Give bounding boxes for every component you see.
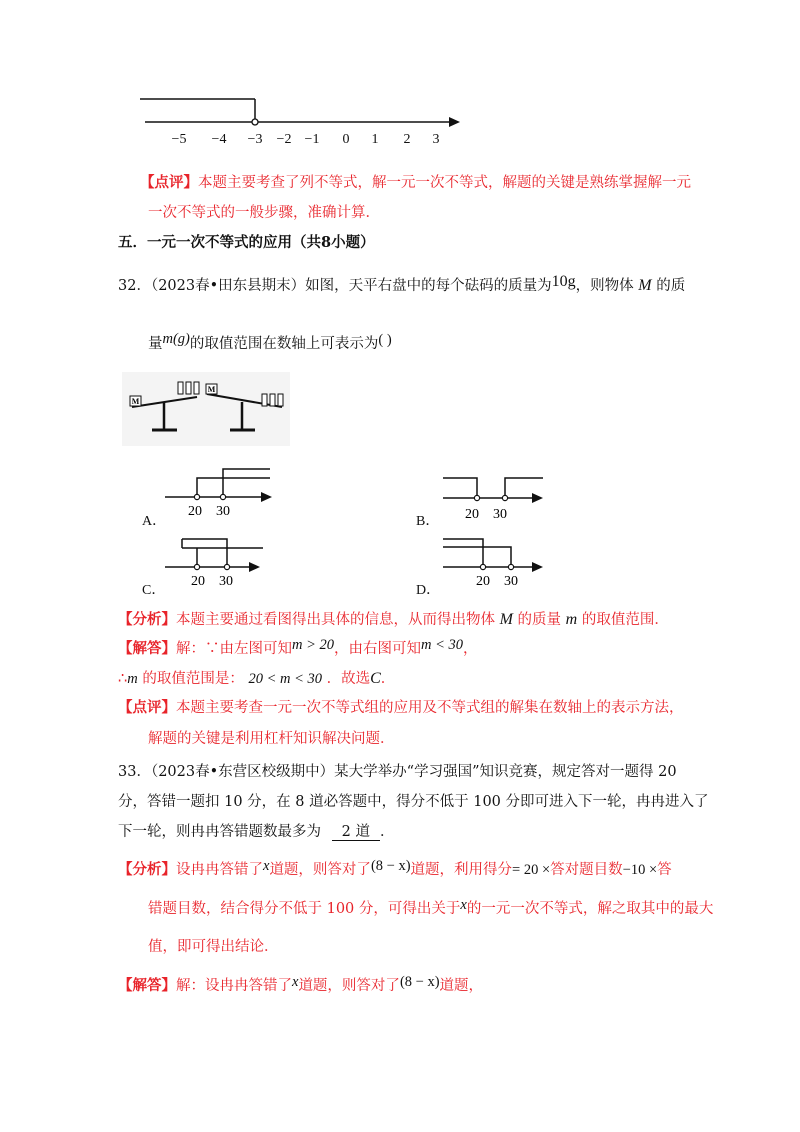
tick-label: −5 [171,132,187,147]
q33-analysis-line3: 值，即可得出结论． [148,939,279,955]
option-d-label[interactable]: D． [416,583,441,598]
weight-icon [270,394,275,406]
axis-arrow [532,493,543,503]
option-c-label[interactable]: C． [142,583,166,598]
option-b-label[interactable]: B． [416,514,440,529]
tick-label: 30 [504,574,518,589]
weight-icon [278,394,283,406]
comment-31-line1: 【点评】本题主要考查了列不等式，解一元一次不等式，解题的关键是熟练掌握解一元 [140,174,691,191]
option-b-number-line[interactable] [440,472,552,524]
comment-31-line2: 一次不等式的一般步骤，准确计算． [148,205,380,221]
axis-arrow [249,562,260,572]
weight-icon [186,382,191,394]
q33-analysis-line2: 错题目数，结合得分不低于 100 分，可得出关于x的一元一次不等式，解之取其中的最大 [148,897,714,917]
open-point [194,564,199,569]
tick-label: 1 [371,132,379,147]
open-point [220,494,225,499]
ray-line [443,478,477,498]
object-label: M [131,397,140,406]
section-title: 五．一元一次不等式的应用（共8小题） [118,234,375,251]
q32-solution-line1: 【解答】解：∵由左图可知m > 20，由右图可知m < 30， [118,637,478,657]
ray-line [505,478,543,498]
balance-figure [122,372,290,446]
axis-arrow [449,117,460,127]
q33-solution-line1: 【解答】解：设冉冉答错了x道题，则答对了(8 − x)道题， [118,974,484,994]
tick-label: 20 [188,504,202,519]
tick-label: 30 [219,574,233,589]
q33-answer-blank: 2 道 [332,825,380,841]
tick-label: 30 [216,504,230,519]
tick-label: −2 [276,132,292,147]
option-a-number-line[interactable] [160,464,280,524]
open-point [502,495,507,500]
ray-line [223,469,270,497]
object-label: M [207,385,216,394]
option-d-number-line[interactable] [440,534,552,594]
tick-label: −1 [304,132,320,147]
q33-line2: 分，答错一题扣 10 分，在 8 道必答题中，得分不低于 100 分即可进入下一轮，冉冉进入了 [118,794,709,810]
tick-label: 20 [476,574,490,589]
figure-background [122,372,290,446]
tick-label: −3 [247,132,263,147]
weight-icon [262,394,267,406]
q32-line1: 32．（2023春•田东县期末）如图，天平右盘中的每个砝码的质量为10g，则物体 M 的质 [118,273,686,294]
open-point [474,495,479,500]
tick-label: 3 [432,132,440,147]
q33-line3: 下一轮，则冉冉答错题数最多为 2 道 ． [118,824,395,840]
axis-arrow [532,562,543,572]
weight-icon [178,382,183,394]
option-c-number-line[interactable] [160,534,270,594]
q33-line1: 33．（2023春•东营区校级期中）某大学举办“学习强国”知识竞赛，规定答对一题得 20 [118,764,677,780]
ray-line [182,539,227,567]
tick-label: 0 [342,132,350,147]
ray-line [443,539,483,567]
q33-analysis-line1: 【分析】设冉冉答错了x道题，则答对了(8 − x)道题，利用得分= 20 ×答对题目数−10 ×答 [118,858,672,878]
q32-comment-line2: 解题的关键是利用杠杆知识解决问题． [148,731,395,747]
q32-line2: 量m(g)的取值范围在数轴上可表示为( ) [148,331,392,352]
tick-label: 20 [191,574,205,589]
ray-line [197,478,270,497]
solution-number-line [130,85,470,155]
tick-label: 20 [465,507,479,522]
ray-line [443,547,511,567]
open-point [252,119,258,125]
option-a-label[interactable]: A． [142,514,167,529]
weight-icon [194,382,199,394]
open-point [224,564,229,569]
open-point [508,564,513,569]
q32-comment-line1: 【点评】本题主要考查一元一次不等式组的应用及不等式组的解集在数轴上的表示方法， [118,699,684,716]
q32-analysis: 【分析】本题主要通过看图得出具体的信息，从而得出物体 M 的质量 m 的取值范围． [118,611,669,628]
q32-solution-line2: ∴m 的取值范围是： 20 < m < 30 ．故选C． [118,670,396,687]
tick-label: −4 [211,132,227,147]
open-point [194,494,199,499]
axis-arrow [261,492,272,502]
tick-label: 2 [403,132,411,147]
tick-label: 30 [493,507,507,522]
open-point [480,564,485,569]
